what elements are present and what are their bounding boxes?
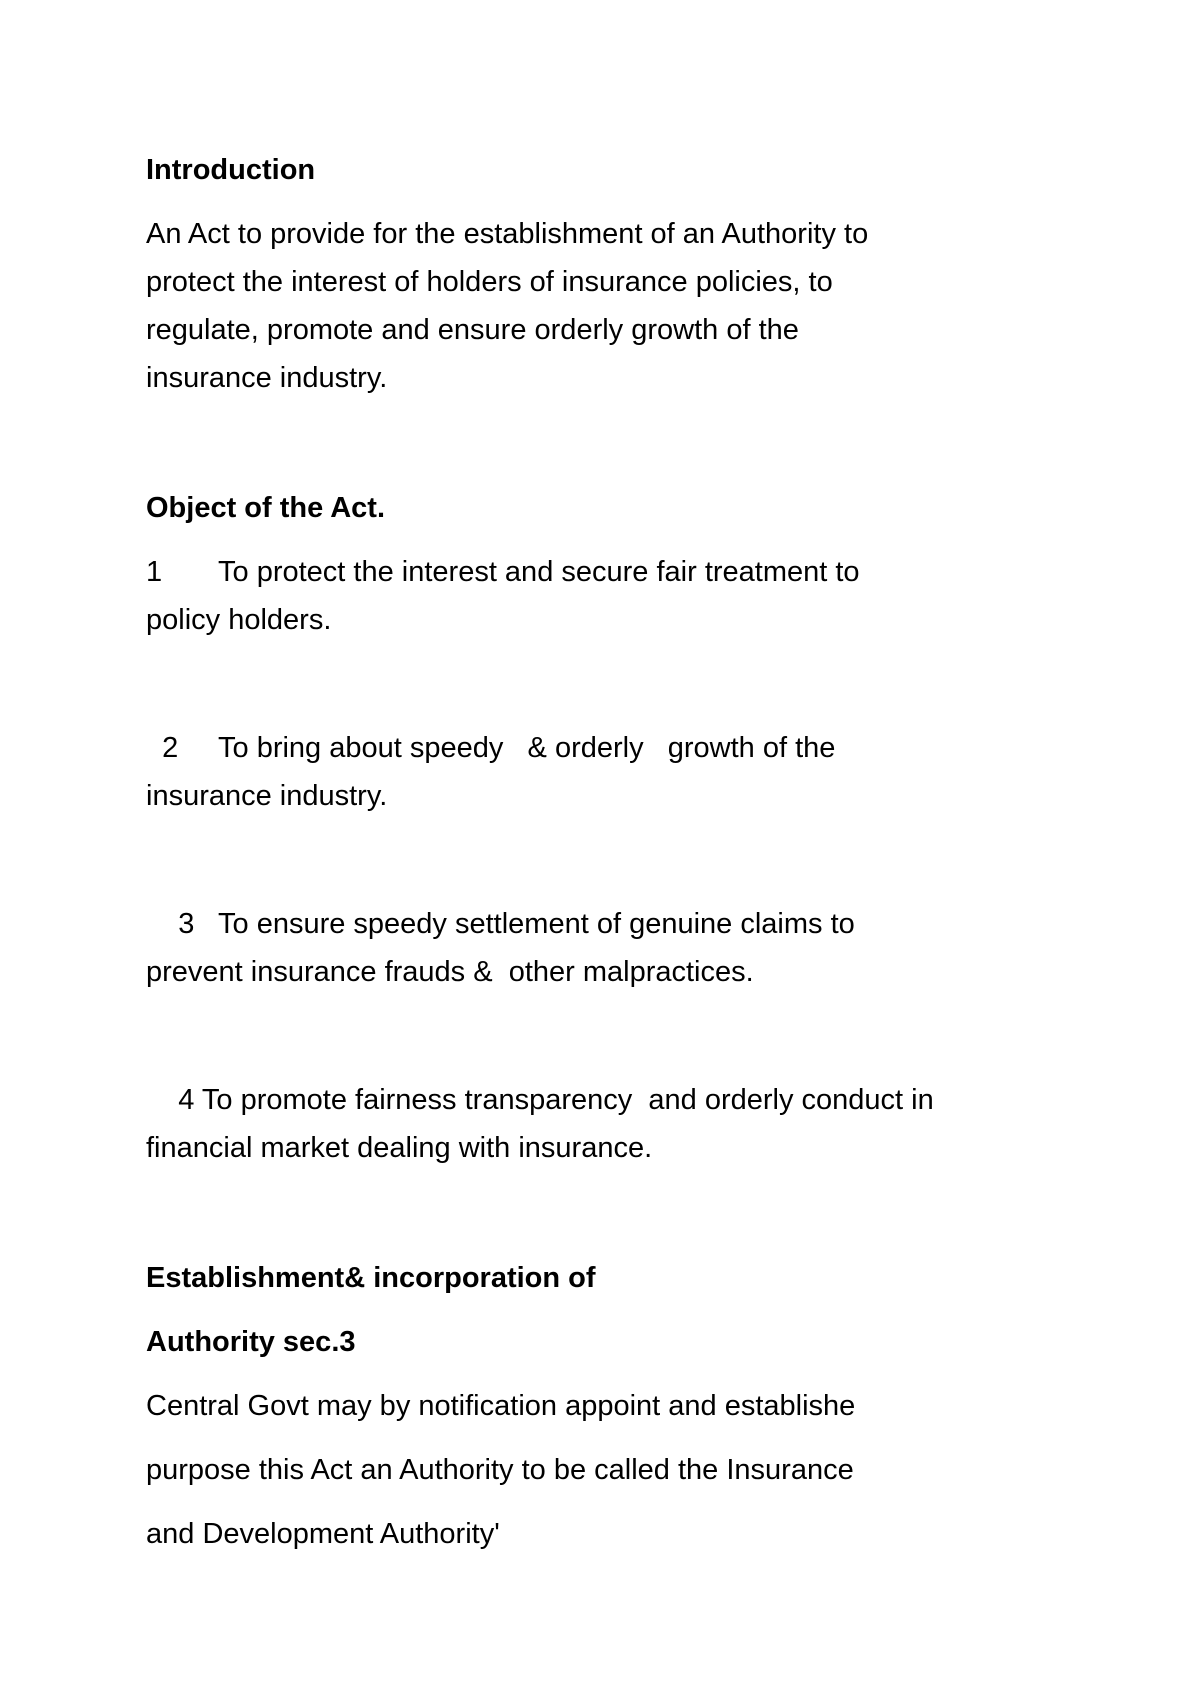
establishment-text-line: and Development Authority' xyxy=(146,1518,500,1550)
object-item-3-line: 3 To ensure speedy settlement of genuine claims to xyxy=(146,908,855,940)
introduction-text-line: An Act to provide for the establishment of an Authority to xyxy=(146,218,869,250)
object-item-4-line: financial market dealing with insurance. xyxy=(146,1132,653,1164)
establishment-text-line: purpose this Act an Authority to be called the Insurance xyxy=(146,1454,854,1486)
object-item-3-line: prevent insurance frauds & other malpractices. xyxy=(146,956,754,988)
establishment-heading-line: Establishment& incorporation of xyxy=(146,1262,596,1294)
introduction-heading: Introduction xyxy=(146,154,316,186)
object-item-1-line: policy holders. xyxy=(146,604,332,636)
introduction-text-line: insurance industry. xyxy=(146,362,388,394)
object-item-1-line: 1 To protect the interest and secure fair treatment to xyxy=(146,556,860,588)
introduction-text-line: protect the interest of holders of insurance policies, to xyxy=(146,266,833,298)
establishment-heading-line: Authority sec.3 xyxy=(146,1326,356,1358)
establishment-text-line: Central Govt may by notification appoint and establishe xyxy=(146,1390,856,1422)
object-item-2-line: insurance industry. xyxy=(146,780,388,812)
introduction-text-line: regulate, promote and ensure orderly growth of the xyxy=(146,314,799,346)
object-item-2-line: 2 To bring about speedy & orderly growth of the xyxy=(146,732,836,764)
object-heading: Object of the Act. xyxy=(146,492,385,524)
object-item-4-line: 4 To promote fairness transparency and orderly conduct in xyxy=(146,1084,934,1116)
